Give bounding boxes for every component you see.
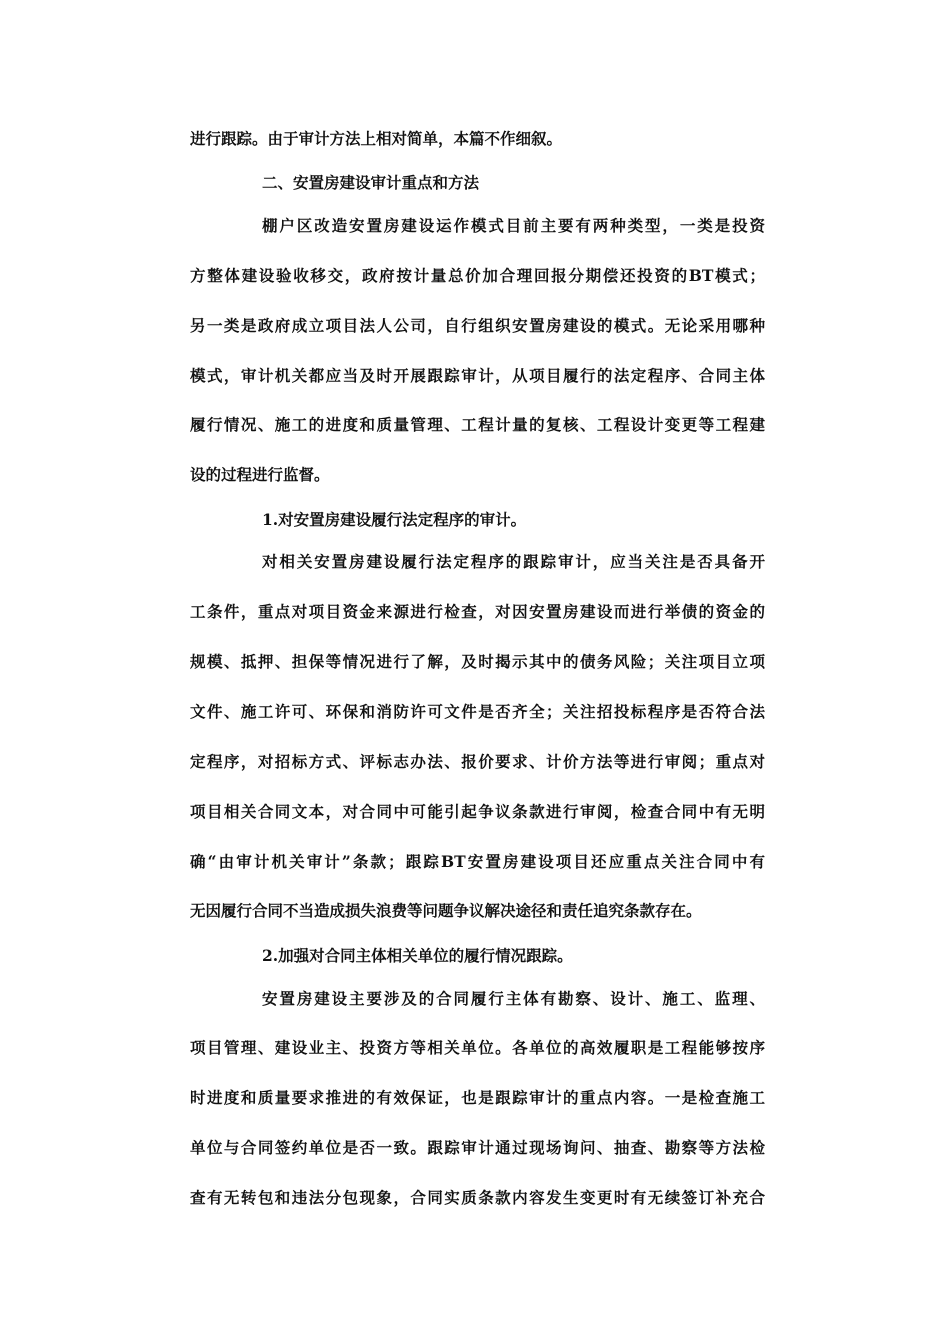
text-line: 确“由审计机关审计”条款；跟踪BT安置房建设项目还应重点关注合同中有	[190, 852, 765, 871]
text-line: 方整体建设验收移交，政府按计量总价加合理回报分期偿还投资的BT模式；	[190, 266, 765, 285]
text-line: 查有无转包和违法分包现象，合同实质条款内容发生变更时有无续签订补充合	[190, 1188, 765, 1207]
text-line: 项目管理、建设业主、投资方等相关单位。各单位的高效履职是工程能够按序	[190, 1038, 765, 1057]
text-line: 规模、抵押、担保等情况进行了解，及时揭示其中的债务风险；关注项目立项	[190, 652, 765, 671]
text-line: 履行情况、施工的进度和质量管理、工程计量的复核、工程设计变更等工程建	[190, 415, 765, 434]
text-line: 设的过程进行监督。	[190, 465, 330, 484]
text-line: 文件、施工许可、环保和消防许可文件是否齐全；关注招投标程序是否符合法	[190, 702, 765, 721]
text-line: 时进度和质量要求推进的有效保证，也是跟踪审计的重点内容。一是检查施工	[190, 1088, 765, 1107]
text-line: 二、安置房建设审计重点和方法	[262, 173, 480, 192]
text-line: 2.加强对合同主体相关单位的履行情况跟踪。	[262, 946, 573, 965]
text-line: 安置房建设主要涉及的合同履行主体有勘察、设计、施工、监理、	[262, 989, 765, 1008]
text-line: 项目相关合同文本，对合同中可能引起争议条款进行审阅，检查合同中有无明	[190, 802, 765, 821]
text-line: 棚户区改造安置房建设运作模式目前主要有两种类型，一类是投资	[262, 216, 765, 235]
text-line: 1.对安置房建设履行法定程序的审计。	[262, 510, 527, 529]
text-line: 模式，审计机关都应当及时开展跟踪审计，从项目履行的法定程序、合同主体	[190, 366, 765, 385]
text-line: 进行跟踪。由于审计方法上相对简单，本篇不作细叙。	[190, 129, 563, 148]
text-line: 对相关安置房建设履行法定程序的跟踪审计，应当关注是否具备开	[262, 552, 765, 571]
text-line: 无因履行合同不当造成损失浪费等问题争议解决途径和责任追究条款存在。	[190, 901, 702, 920]
text-line: 另一类是政府成立项目法人公司，自行组织安置房建设的模式。无论采用哪种	[190, 316, 765, 335]
text-line: 定程序，对招标方式、评标志办法、报价要求、计价方法等进行审阅；重点对	[190, 752, 765, 771]
text-line: 工条件，重点对项目资金来源进行检查，对因安置房建设而进行举债的资金的	[190, 602, 765, 621]
text-line: 单位与合同签约单位是否一致。跟踪审计通过现场询问、抽查、勘察等方法检	[190, 1138, 765, 1157]
